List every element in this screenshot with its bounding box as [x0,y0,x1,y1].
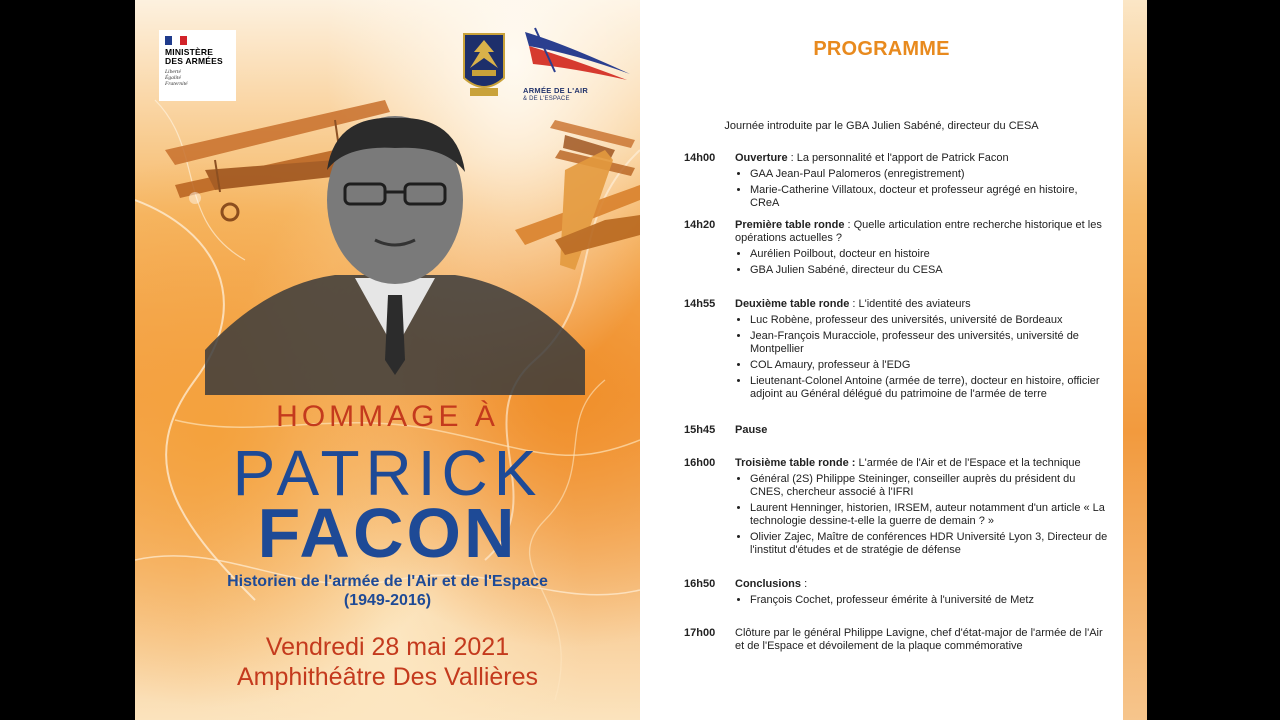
slot-label: Troisième table ronde : [735,457,856,469]
programme-title: PROGRAMME [813,38,950,60]
speaker-item: • Jean-François Muracciole, professeur des universités, université de Montpellier [750,330,1109,356]
slot-label: Deuxième table ronde [735,298,850,310]
slot-text: L'armée de l'Air et de l'Espace et la technique [855,457,1081,469]
subtitle-years: (1949-2016) [343,592,432,609]
honoree-subtitle [135,572,640,610]
slot-text: : L'identité des aviateurs [849,298,971,310]
speaker-list [735,314,1109,401]
slot-time: 15h45 [684,424,716,436]
speaker-item: • Lieutenant-Colonel Antoine (armée de terre), docteur en histoire, officier adjoint au Général délégué du patrimoine de l'armée de terre [750,375,1109,401]
honoree-first-name: PATRICK [232,437,543,509]
motto-egalite: Égalité [165,75,181,81]
slot-text: : [801,578,808,590]
motto-fraternite: Fraternité [165,81,188,87]
speaker-item: • Laurent Henninger, historien, IRSEM, auteur notamment d'un article « La technologie dessine-t-elle la guerre de demain ? » [750,502,1109,528]
speaker-item: • Marie-Catherine Villatoux, docteur et professeur agrégé en histoire, CReA [750,184,1109,210]
slot-text: Clôture par le général Philippe Lavigne, chef d'état-major de l'armée de l'Air et de l'Espace et dévoilement de la plaque commémorative [735,627,1103,652]
subtitle-role: Historien de l'armée de l'Air et de l'Espace [227,573,548,590]
speaker-item: • François Cochet, professeur émérite à l'université de Metz [750,594,1109,607]
programme-intro: Journée introduite par le GBA Julien Sabéné, directeur du CESA [724,120,1039,132]
ministry-name-line1: MINISTÈRE [165,47,214,57]
speaker-list [735,473,1109,557]
slot-time: 16h00 [684,457,716,469]
ministry-name-line2: DES ARMÉES [165,56,223,66]
programme-panel [640,0,1123,720]
event-venue: Amphithéâtre Des Vallières [236,663,539,691]
slot-time: 17h00 [684,627,716,639]
slot-time: 16h50 [684,578,716,590]
slot-time: 14h00 [684,152,716,164]
speaker-item: • Aurélien Poilbout, docteur en histoire [750,248,1109,261]
slot-label: Première table ronde [735,219,845,231]
slot-time: 14h20 [684,219,716,231]
slot-text: : Quelle articulation entre recherche historique et les opérations actuelles ? [735,219,1102,244]
speaker-item: • Luc Robène, professeur des universités, université de Bordeaux [750,314,1109,327]
aae-logo-line1: ARMÉE DE L'AIR [523,86,589,95]
slot-label: Pause [735,424,768,436]
slot-time: 14h55 [684,298,716,310]
aae-logo-line2: & DE L'ESPACE [523,96,570,102]
speaker-item: • GBA Julien Sabéné, directeur du CESA [750,264,1109,277]
event-poster [135,0,640,720]
speaker-item: • GAA Jean-Paul Palomeros (enregistrement) [750,168,1109,181]
patrick-facon-portrait [205,110,585,395]
poster-edge-strip [1123,0,1147,720]
slot-label: Ouverture [735,152,788,164]
speaker-list [735,248,1109,277]
hommage-heading: HOMMAGE À [276,400,499,433]
speaker-list [735,168,1109,210]
slot-text: : La personnalité et l'apport de Patrick Facon [787,152,1009,164]
motto-liberte: Liberté [165,69,181,75]
honoree-last-name: FACON [257,494,518,572]
speaker-item: • Olivier Zajec, Maître de conférences HDR Université Lyon 3, Directeur de l'institut d'études et de stratégie de défense [750,531,1109,557]
speaker-item: • Général (2S) Philippe Steininger, conseiller auprès du président du CNES, chercheur associé à l'IFRI [750,473,1109,499]
event-date: Vendredi 28 mai 2021 [265,633,510,661]
speaker-item: • COL Amaury, professeur à l'EDG [750,359,1109,372]
speaker-list [735,594,1109,607]
slot-label: Conclusions [735,578,802,590]
